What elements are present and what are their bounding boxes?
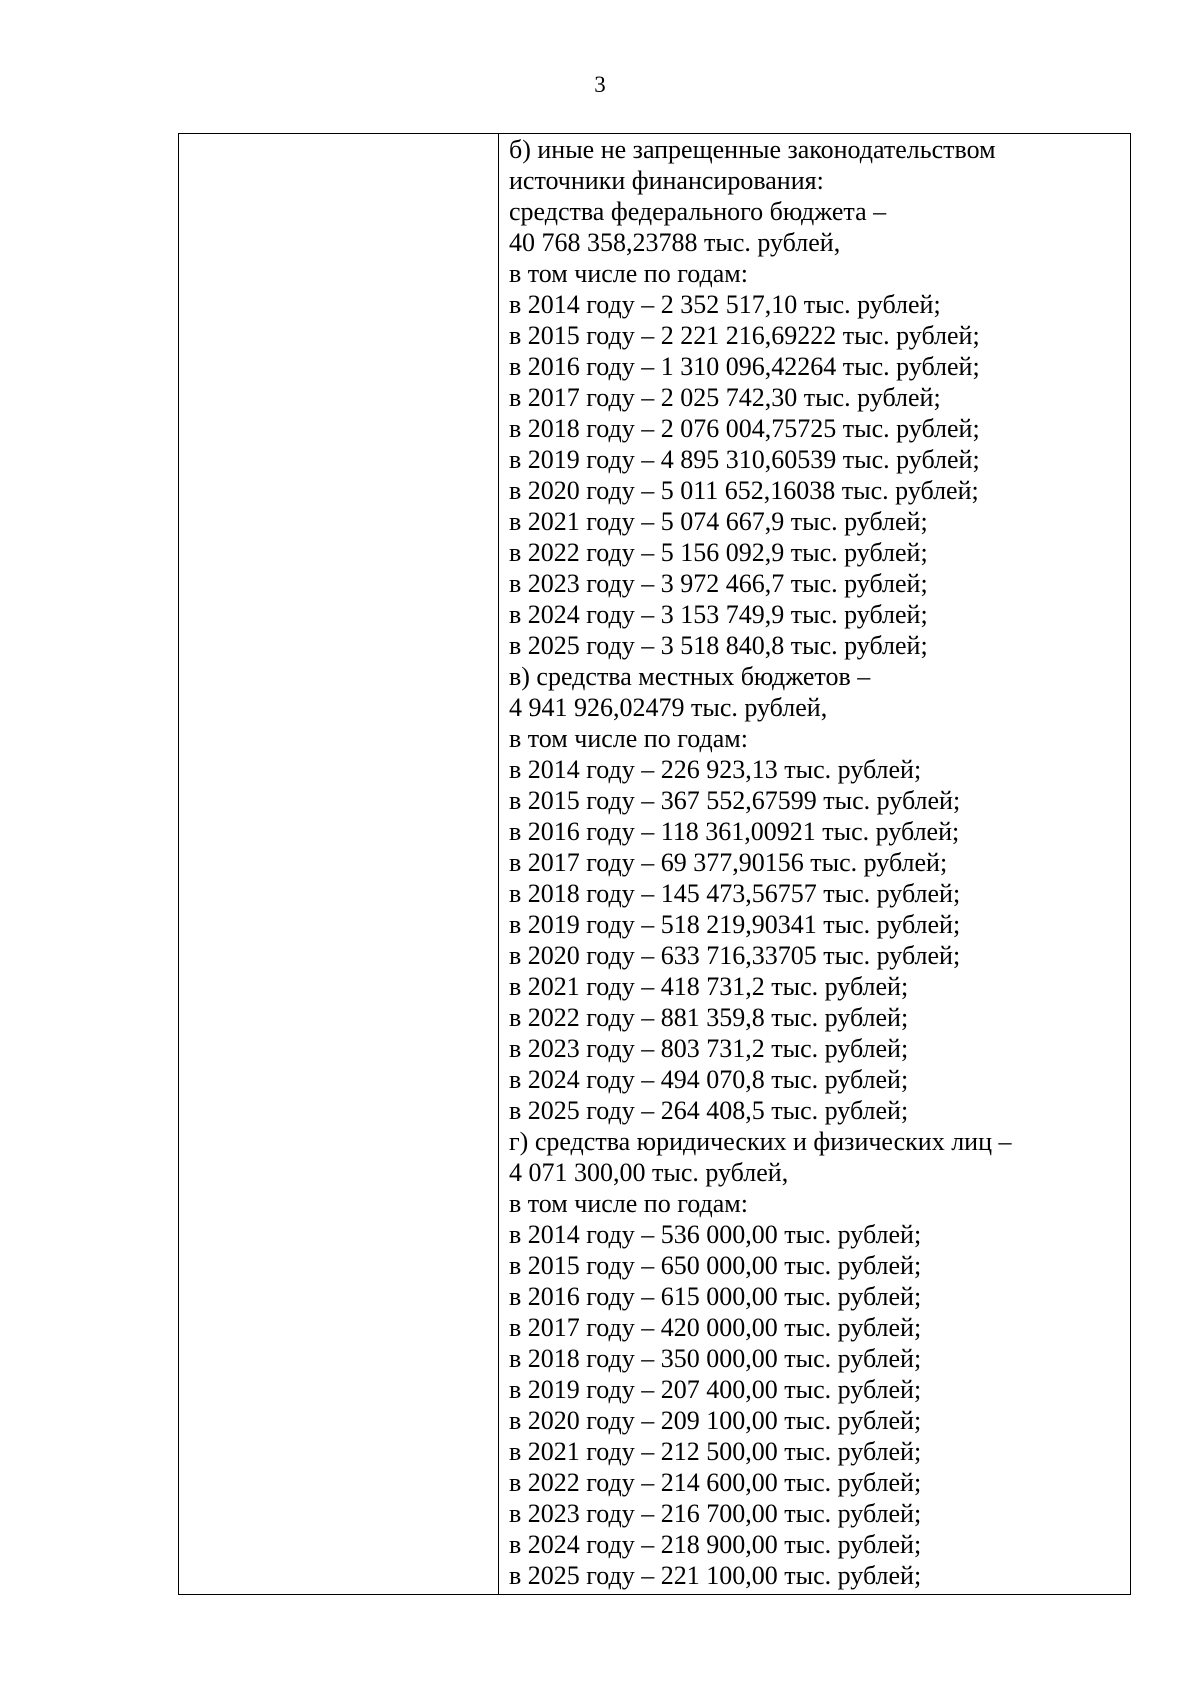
text-line: в том числе по годам:: [509, 259, 748, 288]
funding-table: [178, 133, 1131, 1595]
text-line: в 2015 году – 367 552,67599 тыс. рублей;: [509, 786, 961, 815]
text-line: в 2023 году – 216 700,00 тыс. рублей;: [509, 1499, 922, 1528]
table-left-cell: [179, 134, 499, 1594]
text-line: в 2022 году – 5 156 092,9 тыс. рублей;: [509, 538, 928, 567]
text-line: в 2021 году – 418 731,2 тыс. рублей;: [509, 972, 909, 1001]
text-line: в 2021 году – 212 500,00 тыс. рублей;: [509, 1437, 922, 1466]
text-line: в 2017 году – 69 377,90156 тыс. рублей;: [509, 848, 948, 877]
text-line: в 2023 году – 803 731,2 тыс. рублей;: [509, 1034, 909, 1063]
text-line: в 2024 году – 494 070,8 тыс. рублей;: [509, 1065, 909, 1094]
text-line: источники финансирования:: [509, 166, 824, 195]
text-line: 40 768 358,23788 тыс. рублей,: [509, 228, 841, 257]
text-line: в 2025 году – 3 518 840,8 тыс. рублей;: [509, 631, 928, 660]
text-line: 4 071 300,00 тыс. рублей,: [509, 1158, 789, 1187]
text-line: в том числе по годам:: [509, 724, 748, 753]
text-line: в 2017 году – 420 000,00 тыс. рублей;: [509, 1313, 922, 1342]
text-line: в 2015 году – 650 000,00 тыс. рублей;: [509, 1251, 922, 1280]
text-line: в 2014 году – 226 923,13 тыс. рублей;: [509, 755, 922, 784]
text-line: в 2014 году – 2 352 517,10 тыс. рублей;: [509, 290, 941, 319]
text-line: в 2015 году – 2 221 216,69222 тыс. рублей;: [509, 321, 980, 350]
text-line: в 2022 году – 881 359,8 тыс. рублей;: [509, 1003, 909, 1032]
text-line: в том числе по годам:: [509, 1189, 748, 1218]
text-line: в 2018 году – 2 076 004,75725 тыс. рублей;: [509, 414, 980, 443]
text-line: в 2019 году – 518 219,90341 тыс. рублей;: [509, 910, 961, 939]
text-line: средства федерального бюджета –: [509, 197, 887, 226]
text-line: в 2025 году – 221 100,00 тыс. рублей;: [509, 1561, 922, 1590]
text-line: в) средства местных бюджетов –: [509, 662, 871, 691]
text-line: в 2019 году – 207 400,00 тыс. рублей;: [509, 1375, 922, 1404]
text-line: в 2025 году – 264 408,5 тыс. рублей;: [509, 1096, 909, 1125]
text-line: в 2020 году – 209 100,00 тыс. рублей;: [509, 1406, 922, 1435]
text-line: в 2016 году – 1 310 096,42264 тыс. рублей;: [509, 352, 980, 381]
text-line: в 2024 году – 3 153 749,9 тыс. рублей;: [509, 600, 928, 629]
text-line: в 2018 году – 350 000,00 тыс. рублей;: [509, 1344, 922, 1373]
text-line: в 2020 году – 633 716,33705 тыс. рублей;: [509, 941, 961, 970]
text-line: в 2016 году – 118 361,00921 тыс. рублей;: [509, 817, 960, 846]
text-line: г) средства юридических и физических лиц –: [509, 1127, 1012, 1156]
text-line: в 2023 году – 3 972 466,7 тыс. рублей;: [509, 569, 928, 598]
text-line: в 2024 году – 218 900,00 тыс. рублей;: [509, 1530, 922, 1559]
page-number: 3: [594, 72, 606, 97]
text-line: в 2017 году – 2 025 742,30 тыс. рублей;: [509, 383, 941, 412]
text-line: в 2019 году – 4 895 310,60539 тыс. рублей;: [509, 445, 980, 474]
text-line: в 2018 году – 145 473,56757 тыс. рублей;: [509, 879, 961, 908]
text-line: в 2014 году – 536 000,00 тыс. рублей;: [509, 1220, 922, 1249]
text-line: в 2022 году – 214 600,00 тыс. рублей;: [509, 1468, 922, 1497]
table-right-cell: [499, 134, 1130, 1594]
text-line: в 2020 году – 5 011 652,16038 тыс. рублей;: [509, 476, 979, 505]
text-line: 4 941 926,02479 тыс. рублей,: [509, 693, 828, 722]
text-line: б) иные не запрещенные законодательством: [509, 135, 996, 164]
text-line: в 2016 году – 615 000,00 тыс. рублей;: [509, 1282, 922, 1311]
text-line: в 2021 году – 5 074 667,9 тыс. рублей;: [509, 507, 928, 536]
